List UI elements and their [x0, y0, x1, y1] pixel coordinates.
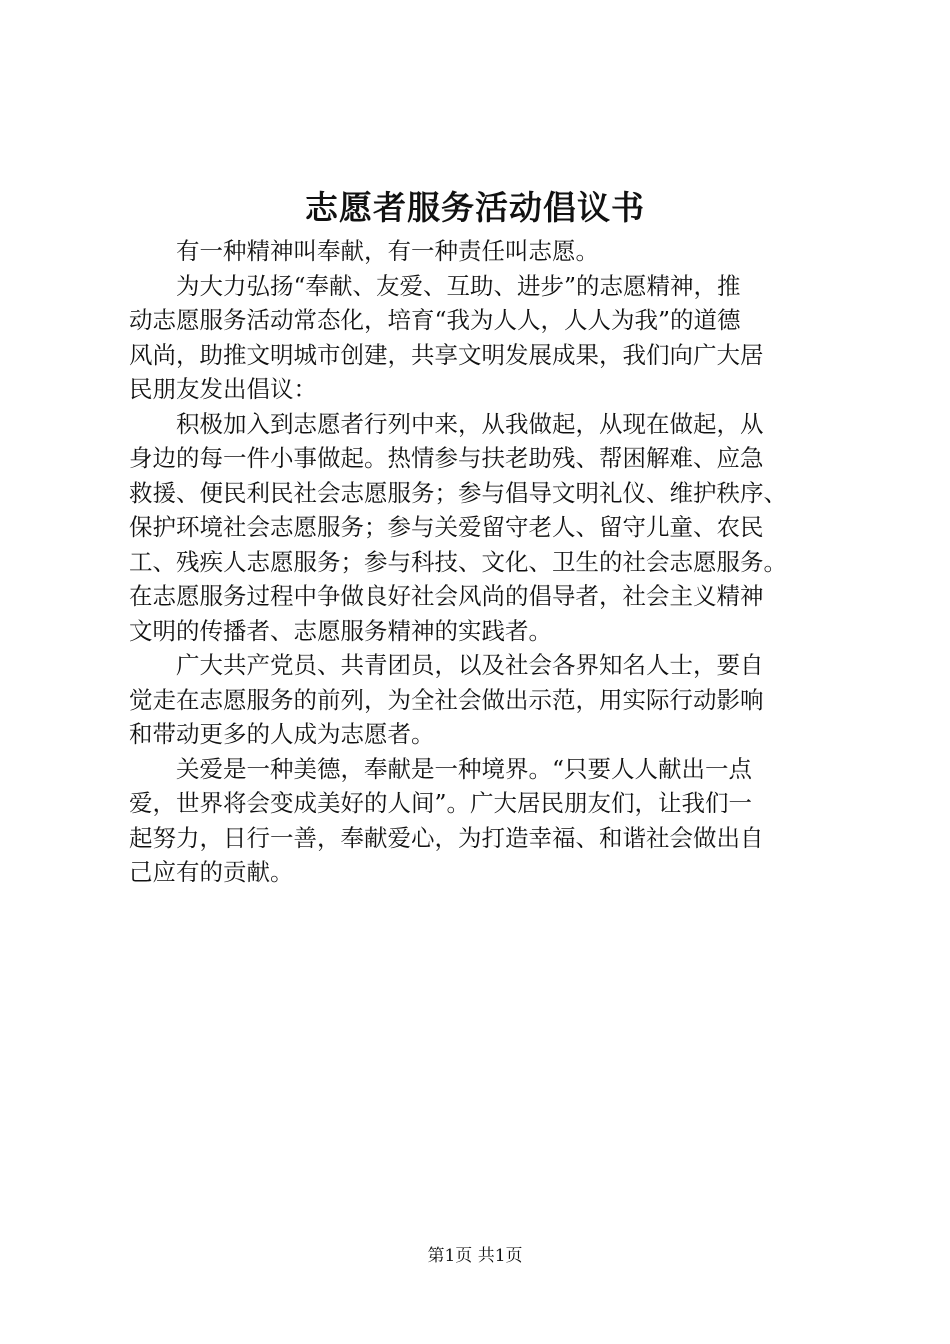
text-line: 爱，世界将会变成美好的人间”。广大居民朋友们，让我们一: [129, 789, 753, 817]
text-line: 为大力弘扬“奉献、友爱、互助、进步”的志愿精神，推: [129, 271, 741, 300]
text-line: 动志愿服务活动常态化，培育“我为人人，人人为我”的道德: [129, 306, 741, 334]
text-line: 民朋友发出倡议：: [129, 375, 317, 403]
text-line: 保护环境社会志愿服务；参与关爱留守老人、留守儿童、农民: [129, 513, 764, 541]
text-line: 广大共产党员、共青团员，以及社会各界知名人士，要自: [129, 651, 764, 679]
text-line: 积极加入到志愿者行列中来，从我做起，从现在做起，从: [129, 409, 764, 438]
text-line: 工、残疾人志愿服务；参与科技、文化、卫生的社会志愿服务。: [129, 547, 787, 576]
text-line: 身边的每一件小事做起。热情参与扶老助残、帮困解难、应急: [129, 444, 764, 472]
text-line: 己应有的贡献。: [129, 858, 294, 886]
text-line: 和带动更多的人成为志愿者。: [129, 720, 435, 748]
page-footer: 第1页 共1页: [427, 1246, 523, 1266]
text-line: 觉走在志愿服务的前列，为全社会做出示范，用实际行动影响: [129, 685, 764, 714]
text-line: 风尚，助推文明城市创建，共享文明发展成果，我们向广大居: [129, 340, 764, 369]
text-line: 有一种精神叫奉献，有一种责任叫志愿。: [129, 237, 599, 265]
page-title: 志愿者服务活动倡议书: [305, 188, 645, 227]
text-line: 文明的传播者、志愿服务精神的实践者。: [129, 616, 552, 645]
text-line: 救援、便民利民社会志愿服务；参与倡导文明礼仪、维护秩序、: [129, 478, 787, 507]
text-line: 起努力，日行一善，奉献爱心，为打造幸福、和谐社会做出自: [129, 823, 764, 852]
text-line: 在志愿服务过程中争做良好社会风尚的倡导者，社会主义精神: [129, 582, 764, 610]
document-body: [129, 234, 829, 890]
text-line: 关爱是一种美德，奉献是一种境界。“只要人人献出一点: [129, 754, 753, 783]
